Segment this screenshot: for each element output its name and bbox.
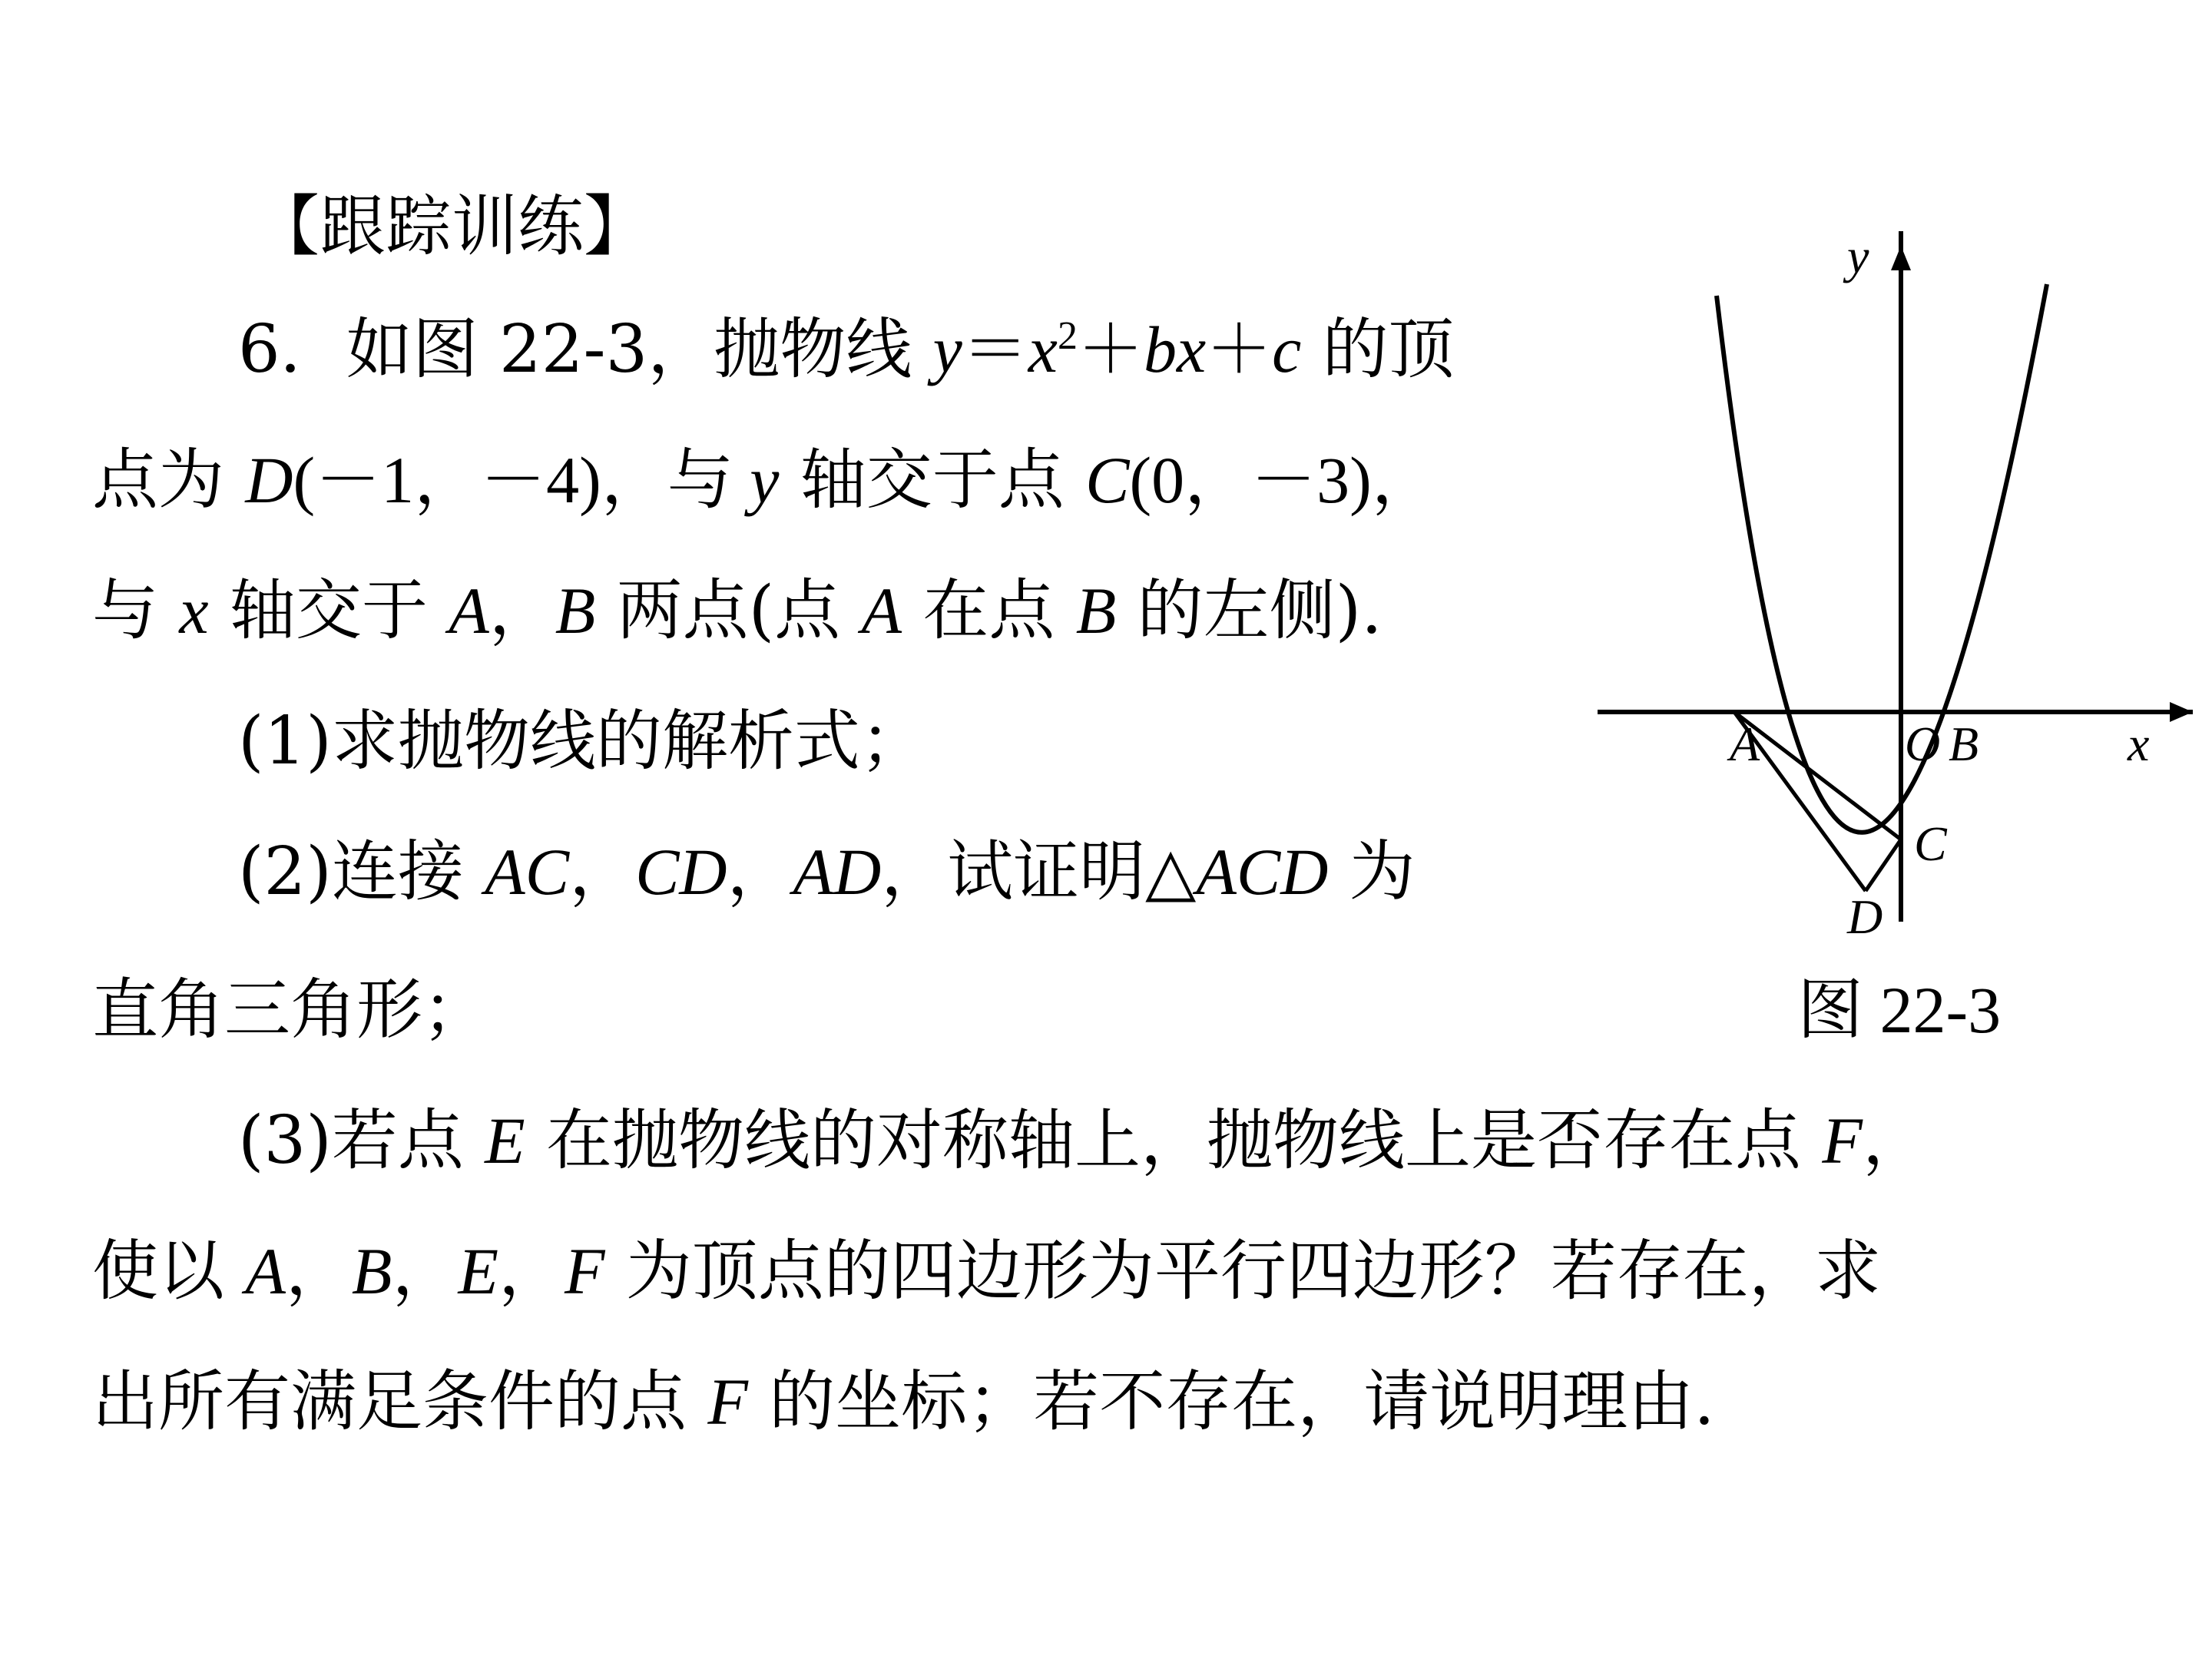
y-axis-arrow: [1891, 246, 1911, 270]
plus-sign: ＋: [1077, 311, 1144, 388]
text: (2)连接: [238, 833, 485, 910]
point-F: F: [564, 1234, 605, 1308]
text: 在点: [902, 572, 1076, 649]
var-x: x: [179, 574, 209, 647]
segment-CD: [1866, 839, 1901, 891]
text: (3)若点: [238, 1102, 485, 1179]
x-axis-label: x: [2128, 717, 2150, 771]
point-F: F: [1822, 1104, 1863, 1177]
text: 轴交于点: [779, 442, 1086, 518]
text: ，: [488, 572, 555, 649]
point-A: A: [449, 574, 489, 647]
section-heading: 【跟踪训练】: [253, 188, 650, 265]
point-B: B: [351, 1234, 392, 1308]
text: ，: [569, 833, 636, 910]
problem-number-text: 6．如图 22-3，抛物线: [238, 311, 933, 388]
text: 点为: [92, 442, 246, 518]
parabola-curve: [1717, 284, 2047, 833]
text: 的坐标；若不存在，请说明理由.: [747, 1363, 1715, 1440]
segment-AC: AC: [485, 835, 570, 909]
text: 轴交于: [208, 572, 449, 649]
text: ，: [498, 1233, 565, 1310]
text: 出所有满足条件的点: [92, 1363, 708, 1440]
segment-CD: CD: [635, 835, 727, 909]
question-1: (1)求抛物线的解析式；: [238, 703, 926, 780]
var-y: y: [750, 443, 780, 517]
point-E: E: [485, 1104, 525, 1177]
label-A: A: [1730, 717, 1760, 771]
var-y: y: [932, 313, 962, 386]
point-F: F: [707, 1365, 748, 1439]
question-3-line-2: [92, 1233, 1881, 1310]
coords-D: (－1，－4)，与: [293, 443, 750, 517]
text: 两点(点: [595, 572, 862, 649]
coords-C: (0，－3)，: [1129, 443, 1438, 517]
question-3-line-1: [238, 1102, 1929, 1179]
figure-caption: 图 22-3: [1797, 973, 2002, 1047]
text: 的顶: [1301, 311, 1455, 388]
question-3-line-3: [92, 1363, 1715, 1440]
term-bx: bx: [1143, 313, 1207, 386]
point-A: A: [245, 1234, 286, 1308]
text: 使以: [92, 1233, 246, 1310]
point-B: B: [1075, 574, 1117, 647]
point-D: D: [245, 443, 293, 517]
label-B: B: [1949, 717, 1979, 771]
text: ，试证明△: [881, 833, 1197, 910]
label-D: D: [1847, 889, 1883, 944]
segment-AD: AD: [793, 835, 882, 909]
point-C: C: [1085, 443, 1130, 517]
text: ，: [392, 1233, 459, 1310]
point-B: B: [555, 574, 596, 647]
plus-sign: ＋: [1206, 311, 1273, 388]
text: ，: [1862, 1102, 1929, 1179]
parabola-figure: [1567, 230, 2197, 968]
equals-sign: ＝: [962, 311, 1028, 388]
text: 为顶点的四边形为平行四边形？若存在，求: [604, 1233, 1881, 1310]
label-O: O: [1905, 717, 1941, 771]
problem-line-2: [92, 442, 1438, 518]
triangle-ACD: ACD: [1196, 835, 1329, 909]
problem-line-3: [92, 572, 1382, 649]
x-axis-arrow: [2170, 702, 2193, 722]
question-2: [238, 833, 1416, 910]
var-x: x: [1028, 313, 1058, 386]
problem-line-1: [238, 311, 1455, 388]
text: 为: [1328, 833, 1416, 910]
term-c: c: [1272, 313, 1302, 386]
question-2-continued: 直角三角形；: [92, 972, 488, 1048]
text: 的左侧).: [1116, 572, 1382, 649]
y-axis-label: y: [1847, 230, 1869, 283]
exponent: 2: [1057, 314, 1078, 358]
point-A: A: [861, 574, 902, 647]
text: ，: [285, 1233, 352, 1310]
point-E: E: [458, 1234, 498, 1308]
text: ，: [727, 833, 793, 910]
text: 在抛物线的对称轴上，抛物线上是否存在点: [525, 1102, 1823, 1179]
text: 与: [92, 572, 180, 649]
label-C: C: [1914, 816, 1947, 871]
